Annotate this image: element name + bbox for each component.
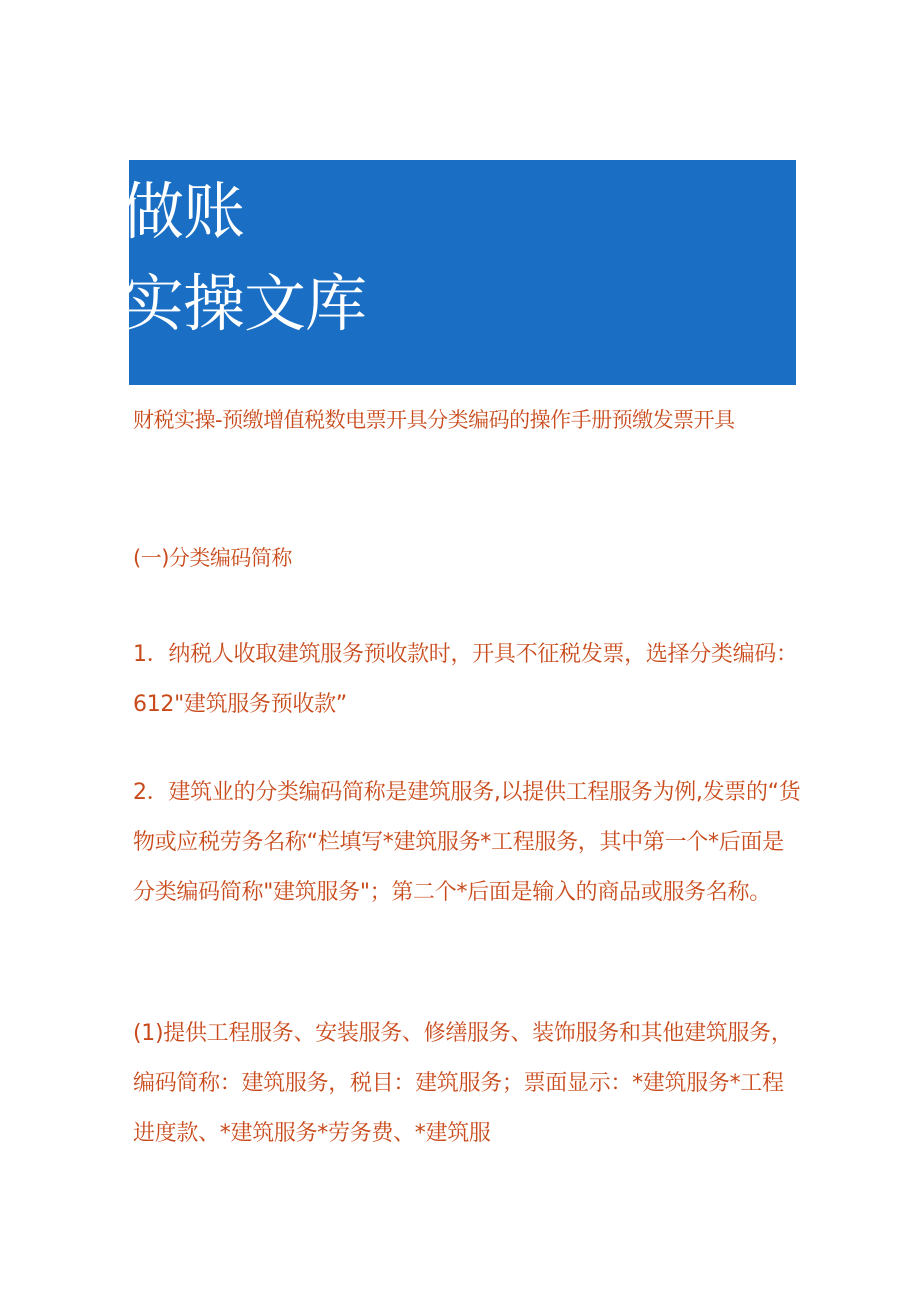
paragraph-2: 2．建筑业的分类编码简称是建筑服务,以提供工程服务为例,发票的“货物或应税劳务名称“栏填写*建筑服务*工程服务，其中第一个*后面是分类编码简称"建筑服务"；第二个*后面是输入的商品或服务名称。: [133, 780, 801, 905]
document-title: 财税实操-预缴增值税数电票开具分类编码的操作手册预缴发票开具: [133, 408, 735, 432]
banner-title-line-1: 财税做账: [0, 175, 245, 248]
section-heading: (一)分类编码简称: [133, 546, 292, 570]
banner-title-line-2: 会计实操文库: [0, 267, 367, 340]
paragraph-1: 1．纳税人收取建筑服务预收款时，开具不征税发票，选择分类编码：612"建筑服务预收款”: [133, 642, 798, 717]
paragraph-3: (1)提供工程服务、安装服务、修缮服务、装饰服务和其他建筑服务，编码简称：建筑服务，税目：建筑服务；票面显示：*建筑服务*工程进度款、*建筑服务*劳务费、*建筑服: [133, 1021, 793, 1146]
